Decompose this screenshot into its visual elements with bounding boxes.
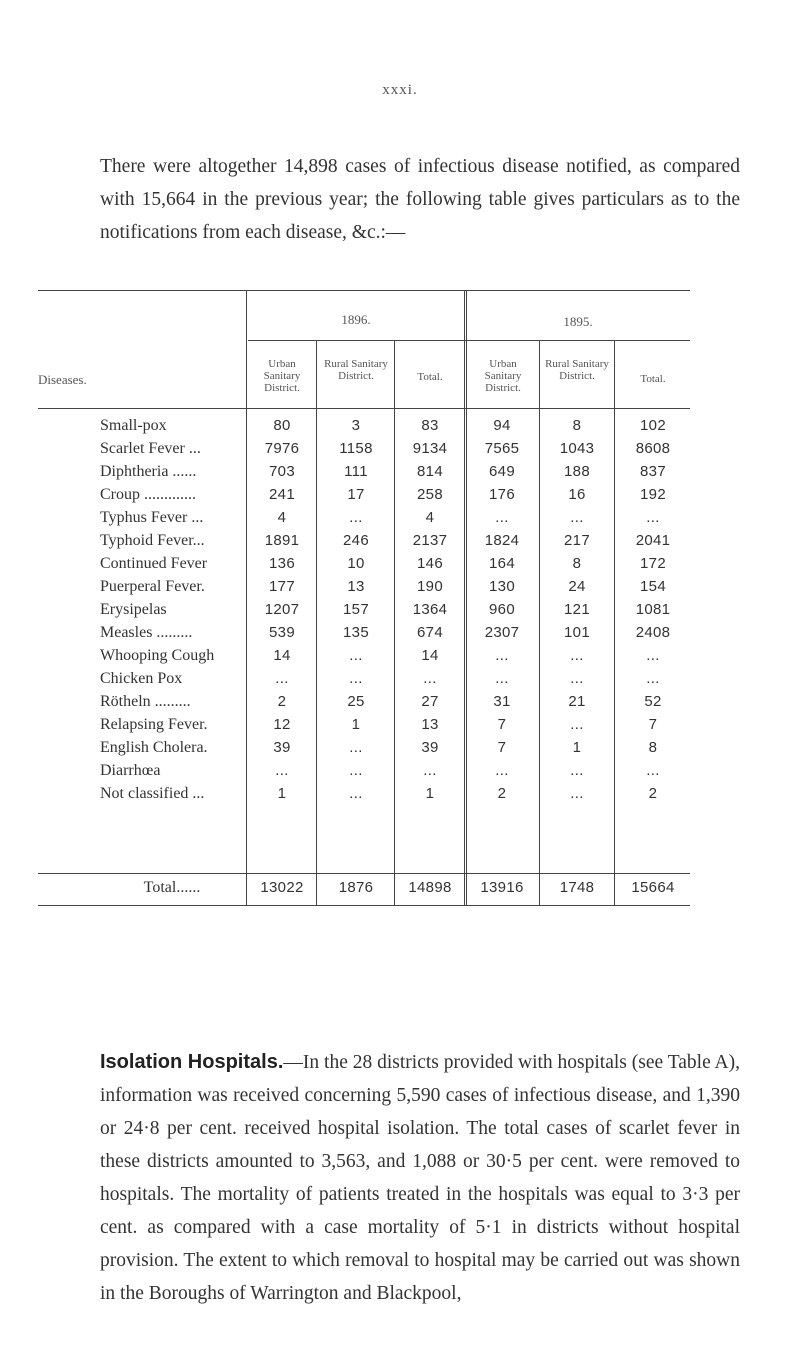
value-cell: 246 (343, 532, 369, 549)
value-cell: 16 (568, 486, 586, 503)
value-cell: 39 (421, 739, 439, 756)
column-header: Total. (640, 373, 666, 385)
value-cell: ... (570, 785, 584, 802)
cell-text: Total...... (143, 879, 201, 896)
value-cell: 111 (344, 463, 368, 480)
value-cell: ... (570, 716, 584, 733)
value-cell: 2307 (484, 624, 520, 641)
value-cell: 176 (489, 486, 515, 503)
value-cell: 674 (417, 624, 443, 641)
cell-text: Whooping Cough (100, 647, 215, 664)
disease-name (100, 578, 245, 596)
disease-name (100, 532, 245, 550)
value-cell: 157 (343, 601, 369, 618)
cell-text: Typhus Fever ... (100, 509, 204, 526)
value-cell: 14 (421, 647, 439, 664)
value-cell: ... (275, 762, 289, 779)
cell-text: Diphtheria ...... (100, 463, 197, 480)
value-cell: ... (646, 647, 660, 664)
value-cell: 539 (269, 624, 295, 641)
table-row (0, 670, 800, 688)
disease-name (100, 762, 245, 780)
value-cell: 1158 (339, 440, 373, 457)
column-header: Urban Sanitary District. (263, 358, 301, 394)
disease-name (100, 463, 245, 481)
col-divider (246, 290, 247, 905)
value-cell: 1748 (559, 879, 595, 896)
cell-text: Diarrhœa (100, 762, 161, 779)
table-row (0, 417, 800, 435)
value-cell: 25 (347, 693, 365, 710)
value-cell: ... (570, 762, 584, 779)
disease-name (100, 440, 245, 458)
value-cell: 2 (497, 785, 507, 802)
table-row (0, 693, 800, 711)
column-header: Urban Sanitary District. (484, 358, 522, 394)
value-cell: ... (495, 762, 509, 779)
value-cell: 1081 (635, 601, 671, 618)
value-cell: 164 (489, 555, 515, 572)
value-cell: ... (495, 647, 509, 664)
cell-text: Not classified ... (100, 785, 205, 802)
value-cell: 13 (347, 578, 365, 595)
disease-name (100, 716, 245, 734)
cell-text: Erysipelas (100, 601, 167, 618)
value-cell: 4 (277, 509, 287, 526)
value-cell: 8 (648, 739, 658, 756)
value-cell: 9134 (412, 440, 448, 457)
column-header: Rural Sanitary District. (324, 358, 388, 382)
year-header-1896: 1896. (341, 312, 371, 327)
cell-text: Continued Fever (100, 555, 208, 572)
value-cell: 8608 (635, 440, 671, 457)
cell-text: Typhoid Fever... (100, 532, 205, 549)
value-cell: ... (570, 670, 584, 687)
page-number: xxxi. (382, 82, 418, 98)
col-divider (464, 290, 465, 905)
table-top-rule (38, 290, 690, 291)
disease-name (100, 624, 245, 642)
cell-text: Croup ............. (100, 486, 196, 503)
disease-name (100, 509, 245, 527)
value-cell: 960 (489, 601, 515, 618)
value-cell: 7 (648, 716, 658, 733)
table-row (0, 716, 800, 734)
value-cell: 1876 (338, 879, 374, 896)
value-cell: 1 (425, 785, 435, 802)
table-row (0, 463, 800, 481)
value-cell: 10 (347, 555, 365, 572)
column-header: Total. (417, 371, 443, 383)
disease-name (100, 601, 245, 619)
value-cell: 12 (273, 716, 291, 733)
cell-text: English Cholera. (100, 739, 208, 756)
value-cell: 2137 (412, 532, 448, 549)
value-cell: 121 (564, 601, 590, 618)
value-cell: 649 (489, 463, 515, 480)
table-row (0, 739, 800, 757)
value-cell: 130 (489, 578, 515, 595)
value-cell: 2 (277, 693, 287, 710)
value-cell: 1207 (264, 601, 300, 618)
value-cell: 8 (572, 555, 582, 572)
value-cell: 1364 (412, 601, 448, 618)
value-cell: ... (570, 509, 584, 526)
isolation-hospitals-paragraph (100, 1046, 740, 1310)
value-cell: ... (495, 509, 509, 526)
value-cell: ... (349, 739, 363, 756)
disease-name (100, 417, 245, 435)
table-row (0, 785, 800, 803)
value-cell: 1 (277, 785, 287, 802)
section-heading: Isolation Hospitals. (100, 1051, 284, 1073)
value-cell: ... (423, 762, 437, 779)
value-cell: 136 (269, 555, 295, 572)
cell-text: Relapsing Fever. (100, 716, 208, 733)
value-cell: 14898 (408, 879, 452, 896)
value-cell: 837 (640, 463, 666, 480)
value-cell: ... (423, 670, 437, 687)
cell-text: Scarlet Fever ... (100, 440, 201, 457)
intro-paragraph: There were altogether 14,898 cases of infectious disease notified, as compared with 15,664 in the previous year; the following table gives particulars as to the notifications from each disease, &c.:— (100, 156, 740, 243)
header-bottom-rule (38, 408, 690, 409)
value-cell: 17 (347, 486, 365, 503)
disease-name (100, 693, 245, 711)
col-divider (466, 290, 467, 905)
value-cell: ... (646, 509, 660, 526)
value-cell: 102 (640, 417, 666, 434)
value-cell: 13 (421, 716, 439, 733)
table-row (0, 762, 800, 780)
value-cell: 14 (273, 647, 291, 664)
value-cell: 3 (351, 417, 361, 434)
value-cell: 154 (640, 578, 666, 595)
year-divider-rule (248, 340, 690, 341)
value-cell: 703 (269, 463, 295, 480)
disease-name (100, 555, 245, 573)
value-cell: 1824 (484, 532, 520, 549)
table-row (0, 601, 800, 619)
value-cell: 21 (568, 693, 586, 710)
value-cell: ... (349, 762, 363, 779)
value-cell: 814 (417, 463, 443, 480)
total-top-rule (38, 873, 690, 874)
value-cell: 7976 (264, 440, 300, 457)
value-cell: ... (349, 785, 363, 802)
table-row (0, 440, 800, 458)
value-cell: 192 (640, 486, 666, 503)
value-cell: 2 (648, 785, 658, 802)
disease-name (100, 785, 245, 803)
disease-name (100, 647, 245, 665)
value-cell: ... (349, 509, 363, 526)
value-cell: 15664 (631, 879, 675, 896)
value-cell: ... (349, 670, 363, 687)
cell-text: Small-pox (100, 417, 167, 434)
value-cell: 7565 (484, 440, 520, 457)
value-cell: 1 (572, 739, 582, 756)
table-row (0, 509, 800, 527)
table-row (0, 578, 800, 596)
diseases-column-header: Diseases. (38, 372, 87, 387)
value-cell: 39 (273, 739, 291, 756)
value-cell: ... (275, 670, 289, 687)
disease-name (100, 670, 245, 688)
value-cell: 135 (343, 624, 369, 641)
value-cell: 13916 (480, 879, 524, 896)
value-cell: ... (349, 647, 363, 664)
isolation-text: —In the 28 districts provided with hospitals (see Table A), information was received concerning 5,590 cases of infectious disease, and 1,390 or 24·8 per cent. received hospital isolation. The total cases of scarlet fever in these districts amounted to 3,563, and 1,088 or 30·5 per cent. were removed to hospitals. The mortality of patients treated in the hospitals was equal to 3·3 per cent. as compared with a case mortality of 5·1 in districts without hospital provision. The extent to which removal to hospital may be carried out was shown in the Boroughs of Warrington and Blackpool, (100, 1052, 741, 1304)
value-cell: 4 (425, 509, 435, 526)
table-bottom-rule (38, 905, 690, 906)
value-cell: 80 (273, 417, 291, 434)
cell-text: Chicken Pox (100, 670, 183, 687)
cell-text: Rötheln ......... (100, 693, 191, 710)
value-cell: 172 (640, 555, 666, 572)
value-cell: 1043 (559, 440, 595, 457)
value-cell: 31 (493, 693, 511, 710)
column-header: Rural Sanitary District. (545, 358, 609, 382)
table-row (0, 624, 800, 642)
value-cell: 258 (417, 486, 443, 503)
value-cell: 2408 (635, 624, 671, 641)
value-cell: 7 (497, 739, 507, 756)
value-cell: ... (646, 762, 660, 779)
value-cell: 52 (644, 693, 662, 710)
disease-name (100, 739, 245, 757)
value-cell: 1891 (264, 532, 300, 549)
value-cell: ... (570, 647, 584, 664)
value-cell: 177 (269, 578, 295, 595)
table-row (0, 486, 800, 504)
total-label (100, 879, 245, 897)
value-cell: 188 (564, 463, 590, 480)
value-cell: 13022 (260, 879, 304, 896)
table-row (0, 647, 800, 665)
disease-name (100, 486, 245, 504)
value-cell: 27 (421, 693, 439, 710)
value-cell: 1 (351, 716, 361, 733)
value-cell: 146 (417, 555, 443, 572)
cell-text: Measles ......... (100, 624, 193, 641)
value-cell: ... (646, 670, 660, 687)
value-cell: 217 (564, 532, 590, 549)
table-total-row (0, 879, 800, 897)
cell-text: Puerperal Fever. (100, 578, 205, 595)
value-cell: 94 (493, 417, 511, 434)
value-cell: 2041 (635, 532, 671, 549)
value-cell: 83 (421, 417, 439, 434)
value-cell: 24 (568, 578, 586, 595)
value-cell: 8 (572, 417, 582, 434)
year-header-1895: 1895. (563, 314, 593, 329)
table-row (0, 532, 800, 550)
table-row (0, 555, 800, 573)
value-cell: 190 (417, 578, 443, 595)
value-cell: ... (495, 670, 509, 687)
value-cell: 241 (269, 486, 295, 503)
value-cell: 7 (497, 716, 507, 733)
value-cell: 101 (564, 624, 590, 641)
